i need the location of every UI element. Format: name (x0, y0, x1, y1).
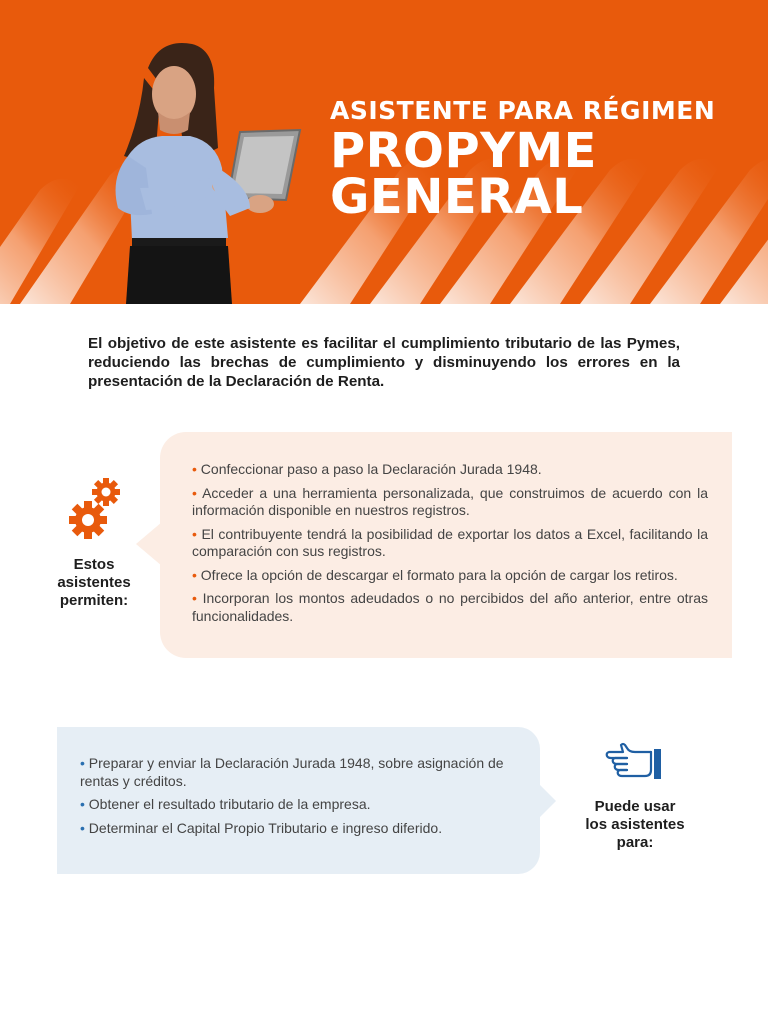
section2-panel-pointer (538, 783, 556, 819)
section2-list (80, 755, 520, 843)
banner-title (330, 96, 716, 225)
list-item: • El contribuyente tendrá la posibilidad de exportar los datos a Excel, facilitando la comparación con sus registros. (192, 525, 708, 559)
list-item: • Confeccionar paso a paso la Declaración Jurada 1948. (192, 461, 542, 477)
header-banner (0, 0, 768, 304)
banner-title-line1: ASISTENTE PARA RÉGIMEN (330, 96, 716, 125)
list-item: • Preparar y enviar la Declaración Jurada 1948, sobre asignación de rentas y créditos. (80, 755, 504, 789)
list-item: • Ofrece la opción de descargar el formato para la opción de cargar los retiros. (192, 566, 678, 583)
section1-panel-pointer (136, 522, 162, 566)
section1-list (192, 461, 708, 631)
list-item: • Obtener el resultado tributario de la empresa. (80, 796, 371, 812)
list-item: • Acceder a una herramienta personalizada, que construimos de acuerdo con la información disponible en nuestros registros. (192, 484, 708, 518)
woman-with-tablet-photo (100, 38, 310, 304)
section2-label: Puede usar los asistentes para: (585, 798, 685, 851)
intro-paragraph: El objetivo de este asistente es facilitar el cumplimiento tributario de las Pymes, reduciendo las brechas de cumplimiento y disminuyendo los errores en la presentación de la Declaración de Renta. (88, 335, 680, 390)
banner-title-line3: GENERAL (330, 169, 584, 225)
banner-title-line2: PROPYME (330, 123, 597, 179)
gears-icon (66, 476, 124, 542)
section1-label: Estos asistentes permiten: (57, 556, 131, 609)
pointing-hand-icon (605, 742, 665, 786)
list-item: • Determinar el Capital Propio Tributario e ingreso diferido. (80, 819, 443, 836)
list-item: • Incorporan los montos adeudados o no percibidos del año anterior, entre otras funcionalidades. (192, 590, 708, 624)
